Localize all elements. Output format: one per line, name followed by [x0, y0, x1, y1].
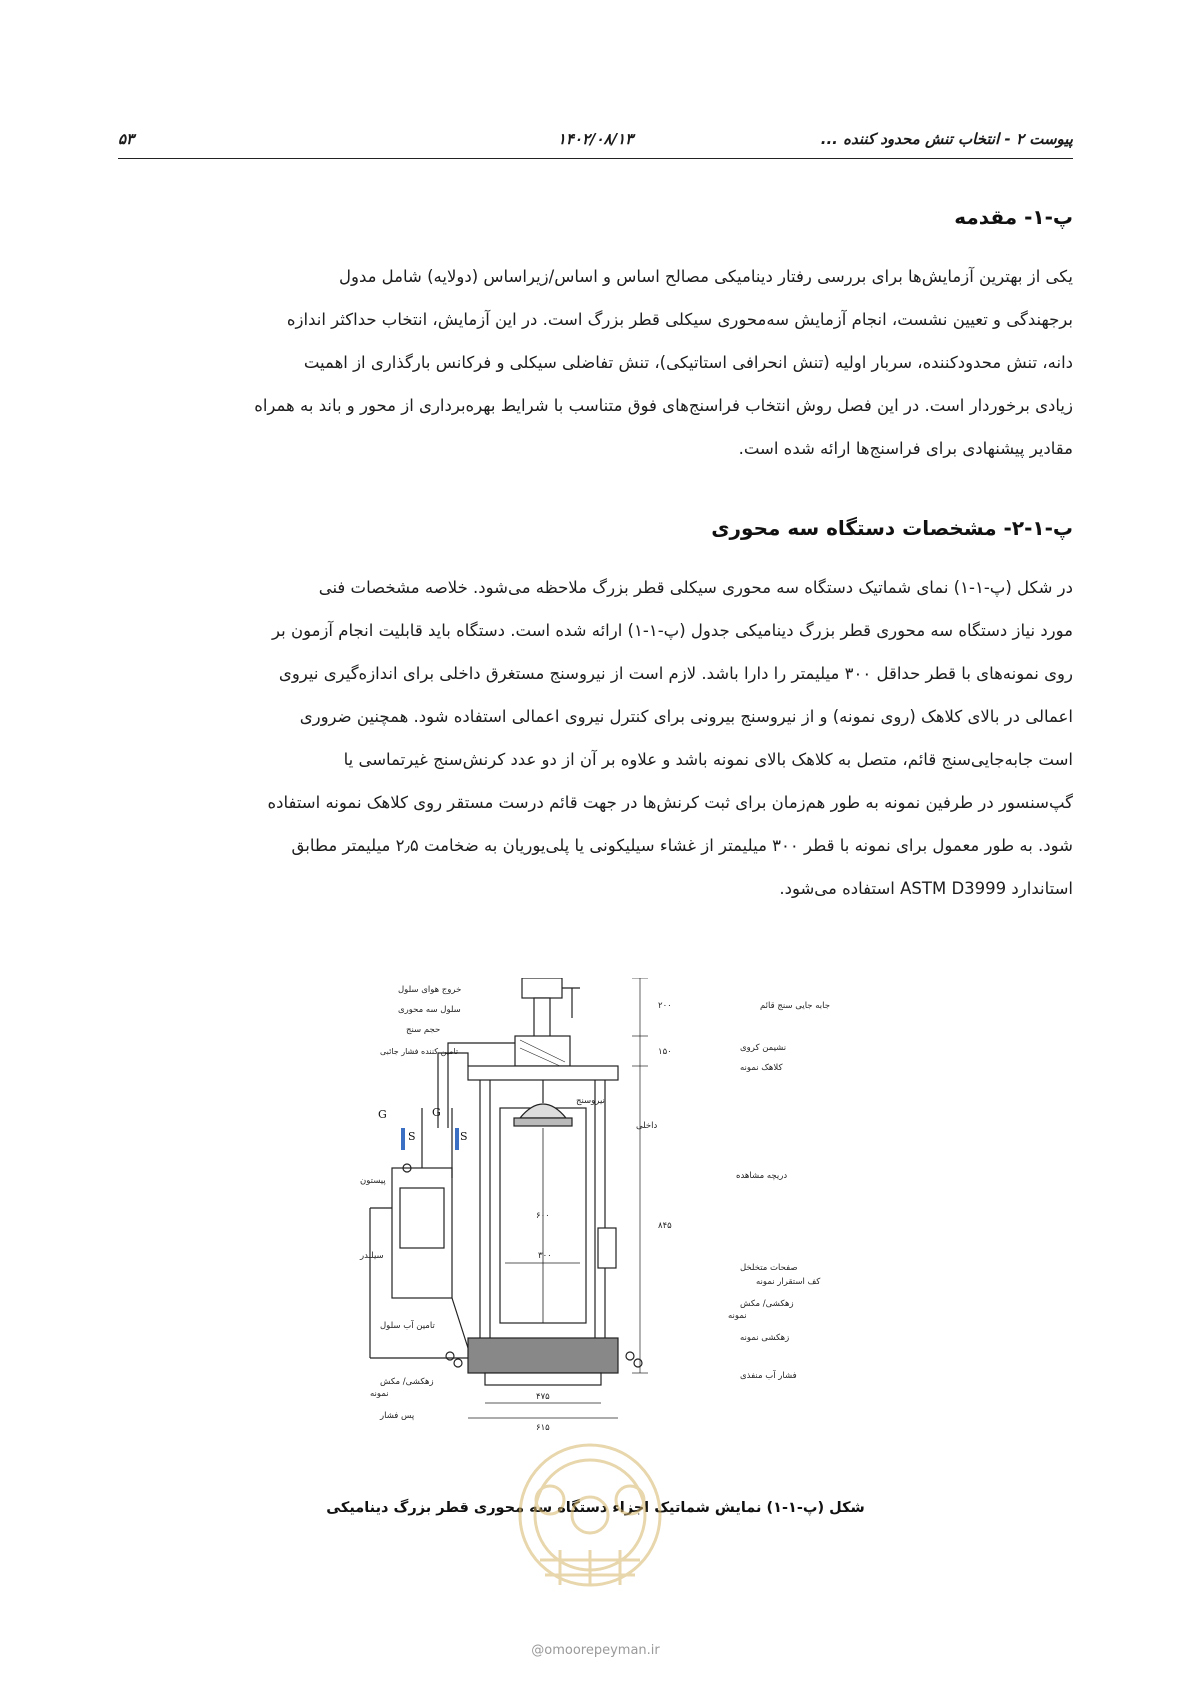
page-header [118, 128, 1073, 159]
label-volume-gauge: حجم سنج [406, 1025, 441, 1035]
header-date: ۱۴۰۲/۰۸/۱۳ [557, 130, 634, 148]
label-load-cell: نیروسنج [576, 1096, 605, 1106]
label-triaxial-cell: سلول سه محوری [398, 1005, 461, 1015]
figure-caption: شکل (پ-۱-۱) نمایش شماتیک اجزاء دستگاه سه محوری قطر بزرگ دینامیکی [326, 1500, 865, 1516]
paragraph-line: شود. به طور معمول برای نمونه با قطر ۳۰۰ میلیمتر از غشاء سیلیکونی یا پلی‌یوریان به ضخامت ۲٫۵ میلیمتر مطابق [291, 836, 1073, 855]
paragraph-line: است جابه‌جایی‌سنج قائم، متصل به کلاهک بالای نمونه باشد و علاوه بر آن از دو عدد کرنش‌سنج غیرتماسی یا [343, 750, 1073, 769]
paragraph-line: برجهندگی و تعیین نشست، انجام آزمایش سه‌محوری سیکلی قطر بزرگ است. در این آزمایش، انتخاب حداکثر اندازه [286, 310, 1073, 329]
label-pore-water-pressure: فشار آب منفذی [740, 1371, 797, 1381]
label-observation-window: دریچه مشاهده [736, 1171, 788, 1181]
label-vertical-displacement-gauge: جابه جایی سنج قائم [760, 1001, 831, 1011]
watermark-logo [500, 1400, 680, 1630]
paragraph-line: یکی از بهترین آزمایش‌ها برای بررسی رفتار دینامیکی مصالح اساس و اساس/زیراساس (دولایه) شامل مدول [338, 267, 1073, 286]
label-ball-bushing: نشیمن کروی [740, 1043, 787, 1053]
paragraph-line: در شکل (پ-۱-۱) نمای شماتیک دستگاه سه محوری سیکلی قطر بزرگ ملاحظه می‌شود. خلاصه مشخصات فنی [318, 578, 1073, 597]
label-sample-drainage: زهکشی نمونه [740, 1333, 790, 1343]
label-s-left: S [408, 1130, 416, 1143]
header-chapter-title: پیوست ۲ - انتخاب تنش محدود کننده ... [820, 130, 1073, 148]
paragraph-line: روی نمونه‌های با قطر حداقل ۳۰۰ میلیمتر را دارا باشد. لازم است از نیروسنج مستغرق داخلی برای اندازه‌گیری نیروی [278, 664, 1073, 683]
label-cell-water-supply: تامین آب سلول [380, 1321, 435, 1331]
section-2-heading: پ-۱-۲- مشخصات دستگاه سه محوری [711, 516, 1073, 540]
label-g-center: G [432, 1106, 441, 1119]
label-drain-suction-left: زهکشی/ مکش [380, 1377, 434, 1387]
label-drain-suction-right: زهکشی/ مکش [740, 1299, 794, 1309]
label-cylinder: سیلندر [360, 1251, 384, 1261]
dim-sample-height: ۶۰۰ [536, 1211, 550, 1221]
dim-height: ۸۴۵ [658, 1221, 672, 1231]
section-1-paragraph [118, 255, 1073, 470]
dim-top: ۲۰۰ [658, 1001, 672, 1011]
section-2-paragraph [118, 566, 1073, 910]
dim-cap: ۱۵۰ [658, 1047, 672, 1057]
paragraph-line: دانه، تنش محدودکننده، سربار اولیه (تنش انحرافی استاتیکی)، تنش تفاضلی سیکلی و فرکانس بارگذاری از اهمیت [303, 353, 1073, 372]
label-drain-suction-left-2: نمونه [370, 1389, 389, 1399]
paragraph-line: مورد نیاز دستگاه سه محوری قطر بزرگ دینامیکی جدول (پ-۱-۱) ارائه شده است. دستگاه باید قابلیت انجام آزمون بر [272, 621, 1073, 640]
label-piston: پیستون [360, 1176, 386, 1186]
header-page-number: ۵۳ [118, 130, 135, 148]
label-cell-air-outlet: خروج هوای سلول [398, 985, 462, 995]
paragraph-line: اعمالی در بالای کلاهک (روی نمونه) و از نیروسنج بیرونی برای کنترل نیروی اعمالی استفاده شود. همچنین ضروری [299, 707, 1073, 726]
section-1-heading: پ-۱- مقدمه [954, 205, 1073, 229]
label-back-pressure: پس فشار [380, 1411, 415, 1421]
dim-sample-diameter: ۳۰۰ [538, 1251, 552, 1261]
label-sample-base: کف استقرار نمونه [756, 1277, 821, 1287]
label-internal: داخلی [636, 1121, 658, 1131]
dim-base-outer: ۶۱۵ [536, 1423, 550, 1433]
label-s-right: S [460, 1130, 468, 1143]
dim-base-inner: ۴۷۵ [536, 1392, 550, 1402]
label-g-left: G [378, 1108, 387, 1121]
paragraph-line: استاندارد ASTM D3999 استفاده می‌شود. [779, 879, 1073, 898]
watermark-url: @omoorepeyman.ir [531, 1643, 660, 1658]
label-sample-cap: کلاهک نمونه [740, 1063, 783, 1073]
paragraph-line: مقادیر پیشنهادی برای فراسنج‌ها ارائه شده است. [738, 439, 1073, 458]
label-pressure-supplier: تامین کننده فشار جائبی [380, 1047, 459, 1056]
paragraph-line: زیادی برخوردار است. در این فصل روش انتخاب فراسنج‌های فوق متناسب با شرایط بهره‌برداری از محور و باند به همراه [254, 396, 1073, 415]
paragraph-line: گپ‌سنسور در طرفین نمونه به طور هم‌زمان برای ثبت کرنش‌ها در جهت قائم درست مستقر روی کلاهک نمونه استفاده [267, 793, 1073, 812]
label-drain-suction-right-2: نمونه [728, 1311, 747, 1321]
label-porous-plates: صفحات متخلخل [740, 1263, 798, 1273]
